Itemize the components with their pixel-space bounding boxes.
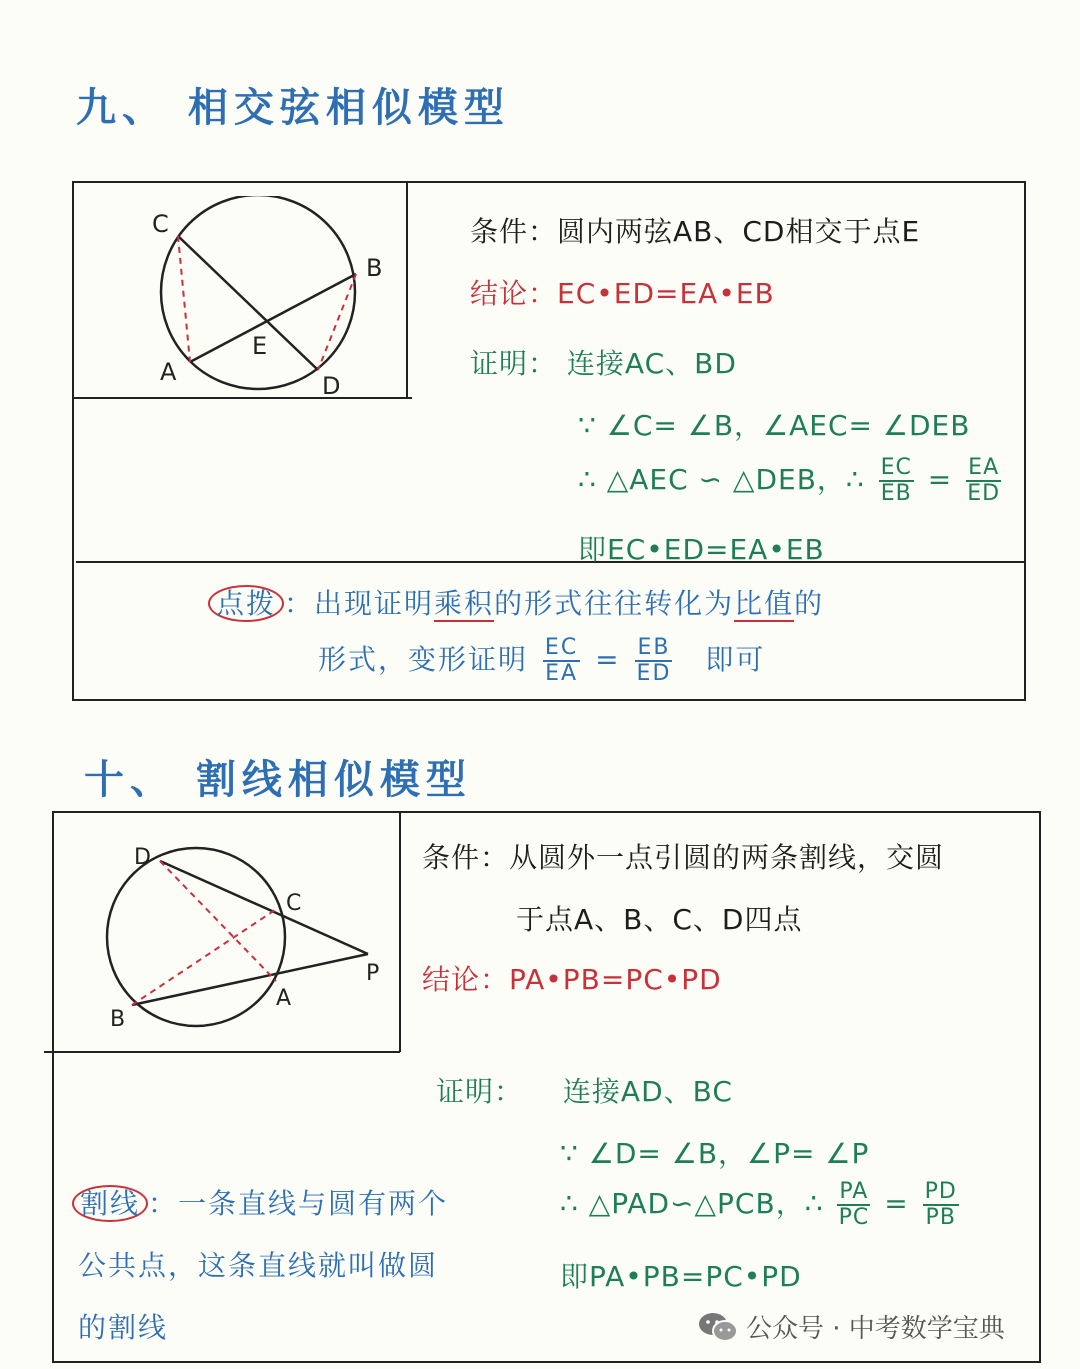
s9-condition xyxy=(470,210,920,250)
s9-tip-frac-right-den: ED xyxy=(636,661,672,686)
s10-proof-frac-right xyxy=(923,1180,959,1230)
s10-note-colon: ： xyxy=(148,1187,179,1220)
chord-cd xyxy=(178,236,318,370)
dashed-ad xyxy=(160,861,276,981)
chord-ab xyxy=(190,274,356,362)
label-b: B xyxy=(110,1007,126,1032)
secant-pb xyxy=(132,954,368,1005)
s10-conclusion xyxy=(422,958,722,998)
s10-note-line2: 公共点，这条直线就叫做圆 xyxy=(78,1249,439,1282)
label-b: B xyxy=(366,254,383,282)
watermark xyxy=(698,1308,1005,1345)
s9-tip-line2-prefix: 形式，变形证明 xyxy=(318,643,529,676)
label-d: D xyxy=(322,372,341,396)
s9-tip-frac-left-den: EA xyxy=(545,661,579,686)
s10-note-label: 割线 xyxy=(72,1185,148,1222)
s9-tip-frac-left-num: EC xyxy=(544,635,579,660)
intersecting-chords-figure xyxy=(140,196,390,396)
s9-proof-line2: ∵ ∠C= ∠B，∠AEC= ∠DEB xyxy=(578,409,971,442)
label-e: E xyxy=(252,332,268,360)
wechat-icon xyxy=(698,1310,738,1344)
s9-tip-text-5: 的 xyxy=(794,587,825,620)
s9-tip-frac-right-num: EB xyxy=(637,635,671,660)
s10-condition-line1 xyxy=(422,836,944,876)
s10-note-line1-text: 一条直线与圆有两个 xyxy=(178,1187,449,1220)
s9-tip-colon: ： xyxy=(284,587,315,620)
s9-tip-line2 xyxy=(318,636,765,686)
s9-tip-text-2: 乘积 xyxy=(434,587,495,620)
s9-proof-frac-right-den: ED xyxy=(967,481,1001,506)
s10-proof-line1-text: 连接AD、BC xyxy=(562,1075,733,1108)
s9-proof-label: 证明： xyxy=(470,347,558,380)
s9-proof-line3 xyxy=(578,456,1005,506)
s10-proof-line2: ∵ ∠D= ∠B，∠P= ∠P xyxy=(560,1137,870,1170)
dashed-ac xyxy=(178,236,190,362)
s10-proof-equals: = xyxy=(884,1187,909,1220)
section10-heading: 十、 割线相似模型 xyxy=(84,757,472,803)
s10-proof-line1 xyxy=(436,1070,733,1110)
label-c: C xyxy=(152,210,169,238)
label-c: C xyxy=(286,891,302,916)
s9-proof-line1 xyxy=(470,342,737,382)
s10-proof-frac-right-den: PB xyxy=(925,1205,956,1230)
s10-proof-label: 证明： xyxy=(436,1075,524,1108)
s10-proof-frac-left-num: PA xyxy=(839,1179,869,1204)
s9-tip-text-3: 的形式往往转化为 xyxy=(494,587,735,620)
watermark-text: 公众号 · 中考数学宝典 xyxy=(746,1314,1005,1344)
label-d: D xyxy=(134,845,151,870)
s9-tip-line2-suffix: 即可 xyxy=(705,643,766,676)
s9-proof-frac-left xyxy=(879,456,914,506)
s9-tip-frac-right xyxy=(635,636,672,686)
s10-proof-frac-right-num: PD xyxy=(924,1179,957,1204)
s9-proof-line3-prefix: ∴ △AEC ∽ △DEB，∴ xyxy=(578,463,865,496)
s10-note-line1 xyxy=(72,1182,448,1222)
s10-condition-text-1: 从圆外一点引圆的两条割线，交圆 xyxy=(509,841,945,874)
s9-tip-frac-left xyxy=(543,636,580,686)
secants-figure xyxy=(100,840,395,1040)
s10-note-line3: 的割线 xyxy=(78,1311,169,1344)
s9-proof-frac-left-num: EC xyxy=(880,455,912,480)
s9-tip-line1 xyxy=(208,582,824,622)
s9-conclusion-text: EC•ED=EA•EB xyxy=(557,277,775,310)
s9-conclusion-label: 结论： xyxy=(470,277,558,310)
secant-pd xyxy=(160,861,368,954)
s10-condition-line2: 于点A、B、C、D四点 xyxy=(516,903,803,936)
s10-proof-frac-left xyxy=(837,1180,870,1230)
s9-condition-text: 圆内两弦AB、CD相交于点E xyxy=(557,215,921,248)
s10-proof-line4: 即PA•PB=PC•PD xyxy=(560,1260,802,1293)
s9-proof-equals: = xyxy=(927,463,953,496)
s10-proof-frac-left-den: PC xyxy=(838,1205,870,1230)
label-a: A xyxy=(160,358,177,386)
s9-proof-frac-right-num: EA xyxy=(968,455,1000,480)
label-a: A xyxy=(276,986,292,1011)
s9-conclusion xyxy=(470,272,775,312)
s10-conclusion-label: 结论： xyxy=(422,963,510,996)
s9-proof-line1-text: 连接AC、BD xyxy=(566,347,737,380)
s9-tip-equals: = xyxy=(595,643,621,676)
s10-proof-line3 xyxy=(560,1180,963,1230)
s9-tip-label: 点拨 xyxy=(208,585,284,622)
s10-condition-label: 条件： xyxy=(422,841,510,874)
s9-tip-text-4: 比值 xyxy=(734,587,795,620)
s9-proof-frac-left-den: EB xyxy=(880,481,912,506)
s10-proof-line3-prefix: ∴ △PAD∽△PCB，∴ xyxy=(560,1187,824,1220)
s9-proof-line4: 即EC•ED=EA•EB xyxy=(578,533,825,566)
label-p: P xyxy=(366,961,380,986)
s10-conclusion-text: PA•PB=PC•PD xyxy=(509,963,722,996)
s9-condition-label: 条件： xyxy=(470,215,558,248)
section9-heading: 九、 相交弦相似模型 xyxy=(76,85,510,131)
s9-tip-text-1: 出现证明 xyxy=(314,587,435,620)
s9-proof-frac-right xyxy=(966,456,1001,506)
